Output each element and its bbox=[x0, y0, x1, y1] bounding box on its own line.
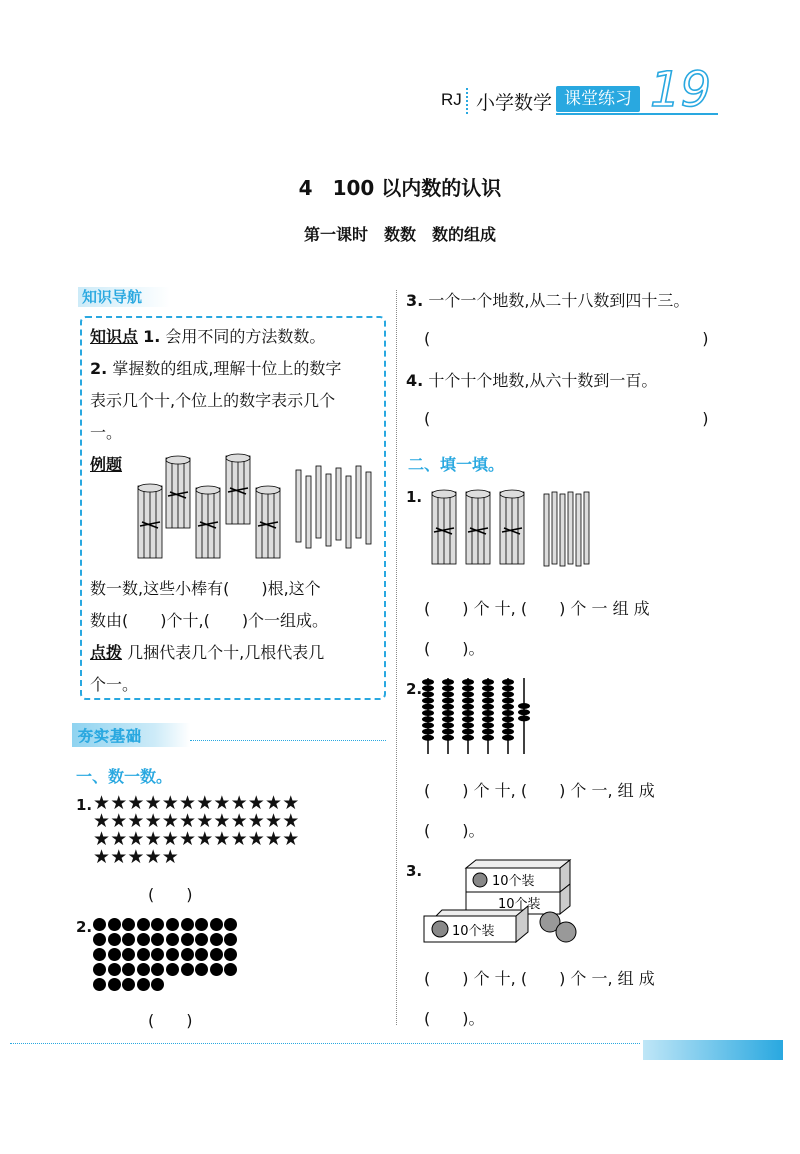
dot-icon bbox=[93, 933, 106, 946]
abacus-bead bbox=[482, 698, 494, 704]
star-icon: ★ bbox=[282, 792, 300, 814]
abacus-bead bbox=[462, 685, 474, 691]
star-icon: ★ bbox=[265, 810, 283, 832]
star-icon: ★ bbox=[161, 846, 179, 868]
dot-icon bbox=[181, 963, 194, 976]
knowledge-point-2 bbox=[90, 352, 341, 385]
page-number: 19 bbox=[650, 62, 712, 118]
abacus-bead bbox=[442, 704, 454, 710]
abacus-bead bbox=[422, 729, 434, 735]
star-icon: ★ bbox=[265, 828, 283, 850]
bundle-icon bbox=[196, 486, 220, 558]
abacus-bead bbox=[482, 722, 494, 728]
abacus-bead bbox=[462, 704, 474, 710]
star-icon: ★ bbox=[144, 846, 162, 868]
star-icon: ★ bbox=[230, 828, 248, 850]
footer-color-bar bbox=[643, 1040, 783, 1060]
star-icon: ★ bbox=[93, 846, 111, 868]
abacus-bead bbox=[422, 710, 434, 716]
star-icon: ★ bbox=[213, 792, 231, 814]
dot-icon bbox=[151, 963, 164, 976]
example-sticks-illustration bbox=[130, 452, 380, 562]
dot-icon bbox=[122, 918, 135, 931]
abacus-bead bbox=[442, 735, 454, 741]
point1-text: 会用不同的方法数数。 bbox=[165, 327, 326, 346]
s2-q3-answer-line2[interactable]: ( )。 bbox=[424, 1009, 485, 1028]
star-icon: ★ bbox=[93, 792, 111, 814]
abacus-bead bbox=[422, 698, 434, 704]
hint-text-line1: 几捆代表几个十,几根代表几 bbox=[127, 643, 325, 662]
s2-q1-answer-line2[interactable]: ( )。 bbox=[424, 639, 485, 658]
s1-q1-answer-blank[interactable]: ( ) bbox=[148, 885, 193, 904]
abacus-bead bbox=[422, 716, 434, 722]
dot-icon bbox=[224, 963, 237, 976]
star-icon: ★ bbox=[144, 810, 162, 832]
star-icon: ★ bbox=[127, 792, 145, 814]
star-icon: ★ bbox=[196, 810, 214, 832]
s1-q2-answer-blank[interactable]: ( ) bbox=[148, 1011, 193, 1030]
star-icon: ★ bbox=[282, 828, 300, 850]
dot-icon bbox=[137, 963, 150, 976]
lesson-subtitle: 第一课时 数数 数的组成 bbox=[303, 225, 496, 244]
abacus-illustration bbox=[420, 674, 540, 760]
star-icon: ★ bbox=[247, 828, 265, 850]
header-underline bbox=[556, 113, 718, 115]
banner-dotted-line bbox=[190, 740, 386, 741]
star-icon: ★ bbox=[127, 810, 145, 832]
example-question-line1: 数一数,这些小棒有( )根,这个 bbox=[90, 579, 321, 598]
abacus-bead bbox=[502, 722, 514, 728]
s2-q1-number: 1. bbox=[406, 488, 423, 506]
abacus-bead bbox=[462, 691, 474, 697]
dot-icon bbox=[93, 978, 106, 991]
star-icon: ★ bbox=[282, 810, 300, 832]
q3-answer-blank[interactable]: ( ) bbox=[424, 329, 709, 348]
dot-icon bbox=[195, 963, 208, 976]
boxes-illustration bbox=[420, 856, 590, 948]
practice-tag: 课堂练习 bbox=[556, 86, 640, 112]
star-icon: ★ bbox=[144, 828, 162, 850]
abacus-bead bbox=[482, 704, 494, 710]
abacus-bead bbox=[502, 685, 514, 691]
abacus-bead bbox=[482, 710, 494, 716]
abacus-bead bbox=[482, 716, 494, 722]
dot-icon bbox=[224, 918, 237, 931]
dot-icon bbox=[93, 948, 106, 961]
abacus-bead bbox=[462, 698, 474, 704]
star-icon: ★ bbox=[230, 792, 248, 814]
abacus-bead bbox=[502, 716, 514, 722]
dot-icon bbox=[122, 978, 135, 991]
star-icon: ★ bbox=[265, 792, 283, 814]
star-icon: ★ bbox=[110, 846, 128, 868]
star-icon: ★ bbox=[196, 828, 214, 850]
star-icon: ★ bbox=[161, 792, 179, 814]
star-icon: ★ bbox=[110, 792, 128, 814]
dot-icon bbox=[122, 933, 135, 946]
star-icon: ★ bbox=[179, 792, 197, 814]
box-label-top: 10个装 bbox=[492, 874, 535, 889]
abacus-bead bbox=[502, 729, 514, 735]
star-icon: ★ bbox=[93, 810, 111, 832]
column-divider bbox=[396, 290, 397, 1025]
dot-icon bbox=[108, 963, 121, 976]
abacus-bead bbox=[442, 679, 454, 685]
section-banner-label: 夯实基础 bbox=[78, 727, 143, 745]
star-icon: ★ bbox=[196, 792, 214, 814]
abacus-bead bbox=[502, 679, 514, 685]
point2-text-line1: 掌握数的组成,理解十位上的数字 bbox=[112, 359, 342, 378]
star-icon: ★ bbox=[127, 846, 145, 868]
point2-text-line3: 一。 bbox=[90, 423, 123, 442]
abacus-bead bbox=[502, 691, 514, 697]
dot-icon bbox=[210, 933, 223, 946]
star-icon: ★ bbox=[179, 810, 197, 832]
dot-icon bbox=[181, 948, 194, 961]
dot-icon bbox=[108, 948, 121, 961]
s2-q2-number: 2. bbox=[406, 680, 423, 698]
q4-answer-blank[interactable]: ( ) bbox=[424, 409, 709, 428]
knowledge-point-1 bbox=[90, 320, 325, 353]
dot-icon bbox=[166, 963, 179, 976]
bundle-icon bbox=[500, 490, 524, 564]
abacus-bead bbox=[502, 710, 514, 716]
abacus-bead bbox=[422, 722, 434, 728]
dot-icon bbox=[93, 963, 106, 976]
dot-icon bbox=[210, 963, 223, 976]
example-label: 例题 bbox=[90, 455, 123, 474]
section1-heading: 一、数一数。 bbox=[76, 767, 173, 786]
abacus-bead bbox=[442, 710, 454, 716]
dot-icon bbox=[137, 933, 150, 946]
bundle-icon bbox=[226, 454, 250, 524]
star-icon: ★ bbox=[93, 828, 111, 850]
star-icon: ★ bbox=[161, 828, 179, 850]
dot-icon bbox=[166, 933, 179, 946]
abacus-bead bbox=[462, 735, 474, 741]
abacus-bead bbox=[442, 685, 454, 691]
dot-icon bbox=[108, 978, 121, 991]
abacus-bead bbox=[502, 698, 514, 704]
abacus-bead bbox=[518, 703, 530, 709]
dot-icon bbox=[137, 918, 150, 931]
dot-icon bbox=[166, 948, 179, 961]
dot-icon bbox=[108, 918, 121, 931]
dot-icon bbox=[181, 918, 194, 931]
abacus-bead bbox=[442, 691, 454, 697]
bundle-icon bbox=[432, 490, 456, 564]
star-icon: ★ bbox=[213, 810, 231, 832]
abacus-bead bbox=[422, 735, 434, 741]
point2-text-line2: 表示几个十,个位上的数字表示几个 bbox=[90, 391, 336, 410]
abacus-bead bbox=[422, 685, 434, 691]
q3-count-by-ones bbox=[406, 284, 689, 317]
dot-icon bbox=[166, 918, 179, 931]
dot-icon bbox=[181, 933, 194, 946]
s2-q3-number: 3. bbox=[406, 862, 423, 880]
abacus-bead bbox=[482, 691, 494, 697]
abacus-bead bbox=[462, 722, 474, 728]
abacus-bead bbox=[482, 679, 494, 685]
star-icon: ★ bbox=[110, 828, 128, 850]
abacus-bead bbox=[518, 715, 530, 721]
s2-q2-answer-line1[interactable]: ( ) 个 十, ( ) 个 一, 组 成 bbox=[424, 781, 655, 800]
dot-icon bbox=[151, 933, 164, 946]
dot-icon bbox=[224, 933, 237, 946]
abacus-bead bbox=[462, 710, 474, 716]
dot-icon bbox=[151, 978, 164, 991]
abacus-bead bbox=[482, 729, 494, 735]
star-icon: ★ bbox=[213, 828, 231, 850]
bundle-icon bbox=[256, 486, 280, 558]
dot-icon bbox=[151, 918, 164, 931]
dot-icon bbox=[195, 918, 208, 931]
dot-icon bbox=[137, 978, 150, 991]
hint-line1 bbox=[90, 636, 324, 669]
star-icon: ★ bbox=[110, 810, 128, 832]
dot-icon bbox=[195, 948, 208, 961]
dot-icon bbox=[210, 918, 223, 931]
edition-label: RJ bbox=[441, 90, 462, 109]
dot-icon bbox=[93, 918, 106, 931]
s2-q1-sticks-illustration bbox=[428, 486, 598, 570]
star-icon: ★ bbox=[247, 792, 265, 814]
abacus-bead bbox=[462, 716, 474, 722]
abacus-bead bbox=[482, 685, 494, 691]
star-icon: ★ bbox=[161, 810, 179, 832]
abacus-bead bbox=[442, 716, 454, 722]
q3-text: 一个一个地数,从二十八数到四十三。 bbox=[428, 291, 690, 310]
abacus-bead bbox=[462, 679, 474, 685]
star-icon: ★ bbox=[144, 792, 162, 814]
star-icon: ★ bbox=[127, 828, 145, 850]
loose-sticks-icon bbox=[296, 466, 371, 548]
q4-text: 十个十个地数,从六十数到一百。 bbox=[428, 371, 658, 390]
loose-sticks-icon bbox=[544, 492, 589, 566]
point2-number: 2. bbox=[90, 359, 108, 378]
s1-q2-number: 2. bbox=[76, 918, 93, 936]
s2-q1-answer-line1[interactable]: ( ) 个 十, ( ) 个 一 组 成 bbox=[424, 599, 650, 618]
star-icon: ★ bbox=[247, 810, 265, 832]
section2-heading: 二、填一填。 bbox=[408, 455, 505, 474]
s2-q3-answer-line1[interactable]: ( ) 个 十, ( ) 个 一, 组 成 bbox=[424, 969, 655, 988]
q3-number: 3. bbox=[406, 291, 424, 310]
dot-icon bbox=[151, 948, 164, 961]
bundle-icon bbox=[166, 456, 190, 528]
q4-count-by-tens bbox=[406, 364, 657, 397]
abacus-bead bbox=[462, 729, 474, 735]
s2-q2-answer-line2[interactable]: ( )。 bbox=[424, 821, 485, 840]
dot-icon bbox=[122, 948, 135, 961]
header-separator bbox=[466, 88, 468, 114]
dot-icon bbox=[137, 948, 150, 961]
abacus-bead bbox=[422, 691, 434, 697]
point1-number: 1. bbox=[143, 327, 161, 346]
abacus-bead bbox=[422, 704, 434, 710]
star-icon: ★ bbox=[230, 810, 248, 832]
star-icon: ★ bbox=[179, 828, 197, 850]
abacus-bead bbox=[518, 709, 530, 715]
abacus-bead bbox=[442, 729, 454, 735]
dot-icon bbox=[224, 948, 237, 961]
bundle-icon bbox=[138, 484, 162, 558]
dot-icon bbox=[108, 933, 121, 946]
abacus-bead bbox=[482, 735, 494, 741]
subject-label: 小学数学 bbox=[476, 92, 553, 114]
box-label-middle: 10个装 bbox=[498, 897, 541, 912]
lesson-title: 4 100 以内数的认识 bbox=[298, 176, 502, 200]
example-question-line2: 数由( )个十,( )个一组成。 bbox=[90, 611, 329, 630]
s1-q1-number: 1. bbox=[76, 796, 93, 814]
point-label: 知识点 bbox=[90, 327, 139, 346]
abacus-bead bbox=[502, 704, 514, 710]
knowledge-tab: 知识导航 bbox=[78, 287, 170, 307]
abacus-bead bbox=[422, 679, 434, 685]
footer-dotted-line bbox=[10, 1043, 640, 1044]
dot-icon bbox=[210, 948, 223, 961]
dot-icon bbox=[195, 933, 208, 946]
abacus-bead bbox=[442, 722, 454, 728]
dot-icon bbox=[122, 963, 135, 976]
hint-label: 点拨 bbox=[90, 643, 123, 662]
bundle-icon bbox=[466, 490, 490, 564]
q4-number: 4. bbox=[406, 371, 424, 390]
abacus-bead bbox=[442, 698, 454, 704]
abacus-bead bbox=[502, 735, 514, 741]
hint-text-line2: 个一。 bbox=[90, 675, 139, 694]
box-label-front: 10个装 bbox=[452, 924, 495, 939]
